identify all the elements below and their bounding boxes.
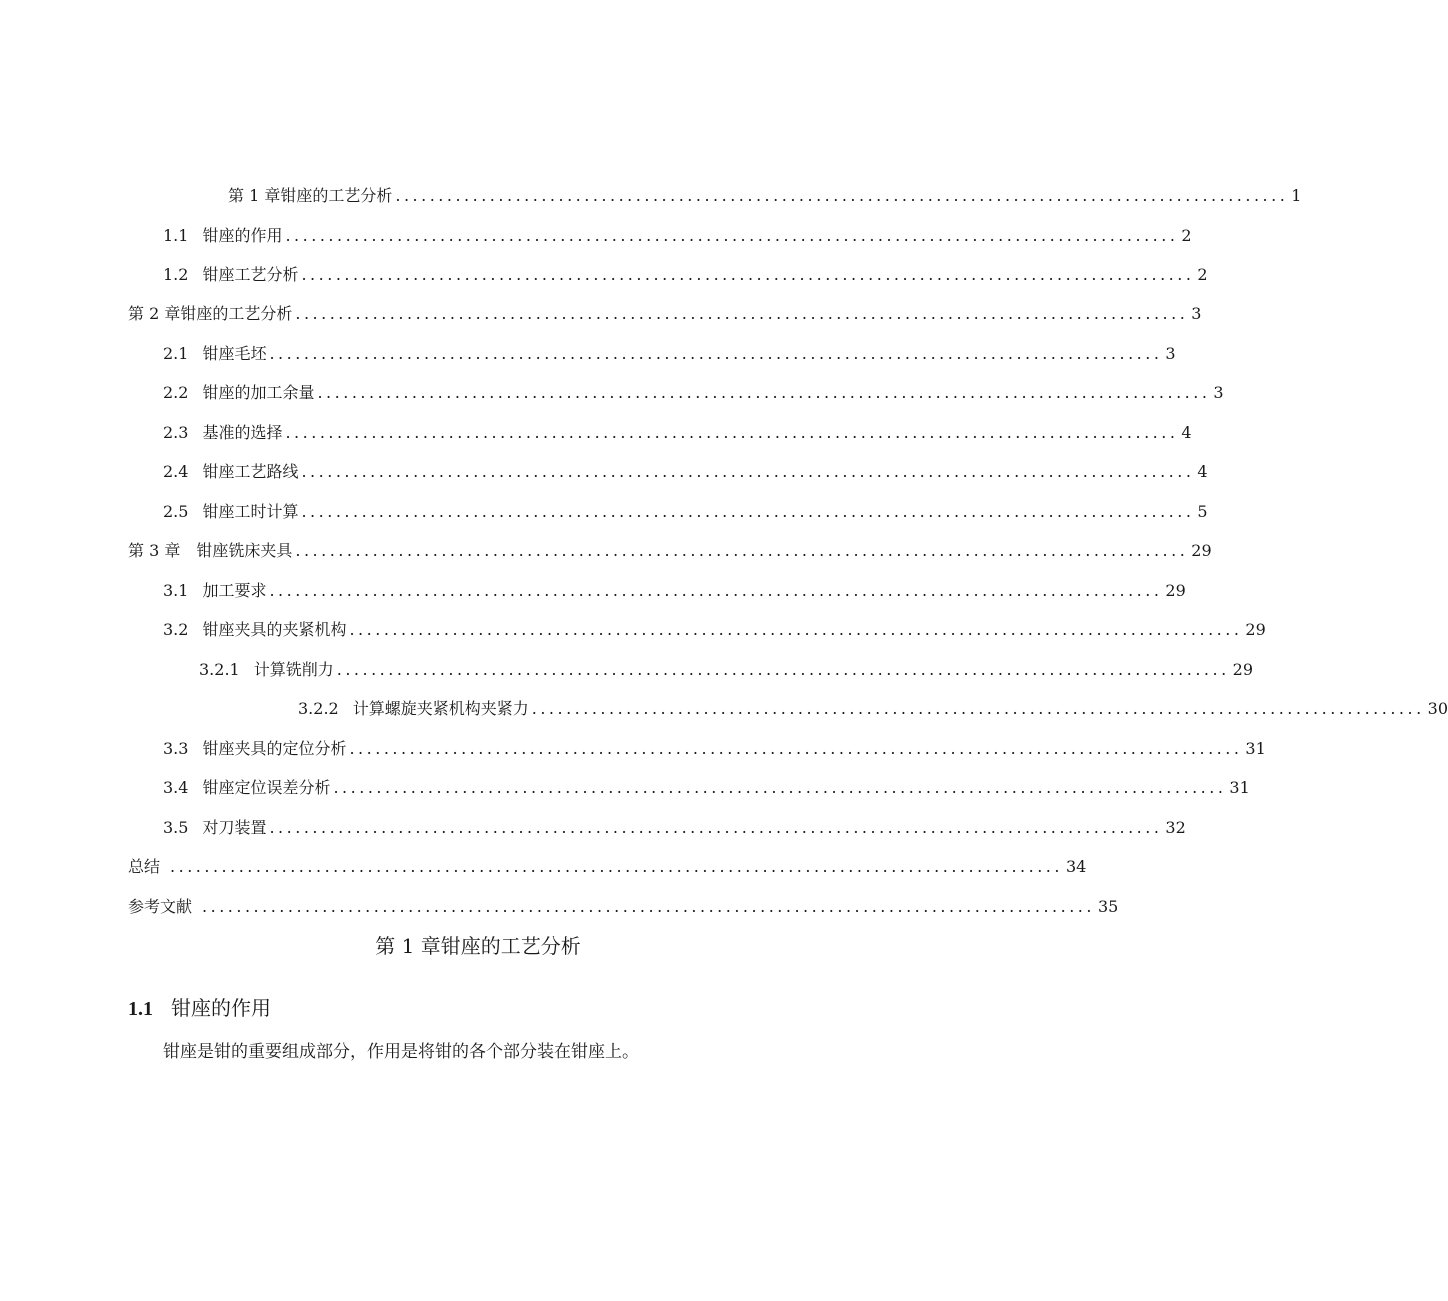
- toc-title: 总结: [128, 857, 161, 876]
- toc-page-number: 2: [1181, 226, 1192, 245]
- toc-title: 计算铣削力: [253, 660, 334, 679]
- toc-title: 第 1 章钳座的工艺分析: [228, 186, 393, 205]
- toc-leader: ........................................................................................................: [285, 226, 1179, 245]
- toc-entry[interactable]: [163, 419, 1192, 443]
- toc-entry[interactable]: [163, 458, 1208, 482]
- toc-page-number: 29: [1165, 581, 1186, 600]
- toc-title: 第 2 章钳座的工艺分析: [128, 304, 293, 323]
- toc-number: 3.5: [163, 818, 189, 837]
- toc-page-number: 32: [1165, 818, 1186, 837]
- toc-entry[interactable]: [128, 537, 1212, 561]
- toc-number: 1.1: [163, 226, 189, 245]
- toc-entry[interactable]: [163, 379, 1224, 403]
- toc-title: 钳座工艺路线: [202, 462, 299, 481]
- toc-entry[interactable]: [298, 695, 1448, 719]
- toc-title: 钳座的作用: [202, 226, 283, 245]
- toc-title: 钳座的加工余量: [202, 383, 315, 402]
- toc-title: 钳座工时计算: [202, 502, 299, 521]
- toc-leader: ........................................................................................................: [317, 383, 1211, 402]
- chapter-heading: 第 1 章钳座的工艺分析: [375, 934, 581, 958]
- body-paragraph: 钳座是钳的重要组成部分，作用是将钳的各个部分装在钳座上。: [163, 1042, 639, 1062]
- toc-page-number: 29: [1245, 620, 1266, 639]
- toc-page-number: 29: [1232, 660, 1254, 679]
- toc-number: 3.2: [163, 620, 189, 639]
- toc-entry[interactable]: [199, 656, 1254, 680]
- toc-page-number: 1: [1291, 186, 1302, 205]
- toc-page-number: 3: [1191, 304, 1202, 323]
- toc-number: 1.2: [163, 265, 189, 284]
- toc-entry[interactable]: [163, 814, 1186, 838]
- toc-number: 2.2: [163, 383, 189, 402]
- toc-entry[interactable]: [163, 616, 1266, 640]
- toc-leader: ........................................................................................................: [531, 699, 1425, 718]
- section-heading: [128, 994, 271, 1023]
- toc-page-number: 3: [1165, 344, 1176, 363]
- section-number: 1.1: [128, 998, 153, 1020]
- toc-page-number: 5: [1197, 502, 1208, 521]
- toc-page-number: 29: [1191, 541, 1212, 560]
- toc-leader: ........................................................................................................: [395, 186, 1289, 205]
- toc-entry[interactable]: [163, 340, 1176, 364]
- toc-leader: ........................................................................................................: [349, 739, 1243, 758]
- toc-title: 钳座毛坯: [202, 344, 267, 363]
- toc-page-number: 3: [1213, 383, 1224, 402]
- toc-leader: ........................................................................................................: [301, 502, 1195, 521]
- toc-title: 加工要求: [202, 581, 267, 600]
- toc-leader: ........................................................................................................: [301, 265, 1195, 284]
- toc-number: 3.2.1: [199, 660, 240, 679]
- toc-page-number: 4: [1197, 462, 1208, 481]
- toc-leader: ........................................................................................................: [295, 541, 1189, 560]
- toc-title: 钳座定位误差分析: [202, 778, 331, 797]
- toc-number: 3.3: [163, 739, 189, 758]
- toc-number: 3.4: [163, 778, 189, 797]
- toc-leader: ........................................................................................................: [269, 818, 1163, 837]
- toc-page-number: 34: [1065, 857, 1087, 876]
- toc-title: 计算螺旋夹紧机构夹紧力: [352, 699, 529, 718]
- section-title: 钳座的作用: [171, 996, 271, 1020]
- toc-title: 钳座夹具的定位分析: [202, 739, 347, 758]
- toc-title: 钳座工艺分析: [202, 265, 299, 284]
- toc-page-number: 31: [1229, 778, 1250, 797]
- toc-page-number: 2: [1197, 265, 1208, 284]
- toc-entry[interactable]: [128, 853, 1087, 877]
- toc-number: 3.2.2: [298, 699, 339, 718]
- toc-title: 钳座夹具的夹紧机构: [202, 620, 347, 639]
- toc-leader: ........................................................................................................: [333, 778, 1227, 797]
- toc-number: 2.3: [163, 423, 189, 442]
- toc-title: 基准的选择: [202, 423, 283, 442]
- toc-entry[interactable]: [163, 222, 1192, 246]
- toc-entry[interactable]: [163, 498, 1208, 522]
- toc-title: 对刀装置: [202, 818, 267, 837]
- toc-number: 2.1: [163, 344, 189, 363]
- toc-title: 第 3 章 钳座铣床夹具: [128, 541, 293, 560]
- toc-page-number: 35: [1097, 897, 1119, 916]
- toc-entry[interactable]: [128, 893, 1119, 917]
- toc-leader: ........................................................................................................: [301, 462, 1195, 481]
- toc-number: 2.4: [163, 462, 189, 481]
- toc-number: 2.5: [163, 502, 189, 521]
- toc-title: 参考文献: [128, 897, 193, 916]
- toc-leader: ........................................................................................................: [170, 857, 1063, 876]
- toc-entry[interactable]: [163, 735, 1266, 759]
- toc-entry[interactable]: [163, 774, 1250, 798]
- toc-leader: ........................................................................................................: [295, 304, 1189, 323]
- toc-entry[interactable]: [163, 577, 1186, 601]
- toc-entry[interactable]: [228, 182, 1302, 206]
- toc-number: 3.1: [163, 581, 189, 600]
- toc-leader: ........................................................................................................: [202, 897, 1095, 916]
- toc-leader: ........................................................................................................: [336, 660, 1230, 679]
- toc-leader: ........................................................................................................: [269, 344, 1163, 363]
- toc-leader: ........................................................................................................: [349, 620, 1243, 639]
- toc-page-number: 31: [1245, 739, 1266, 758]
- toc-entry[interactable]: [128, 300, 1202, 324]
- toc-page-number: 4: [1181, 423, 1192, 442]
- toc-leader: ........................................................................................................: [269, 581, 1163, 600]
- toc-leader: ........................................................................................................: [285, 423, 1179, 442]
- toc-page-number: 30: [1427, 699, 1448, 718]
- toc-entry[interactable]: [163, 261, 1208, 285]
